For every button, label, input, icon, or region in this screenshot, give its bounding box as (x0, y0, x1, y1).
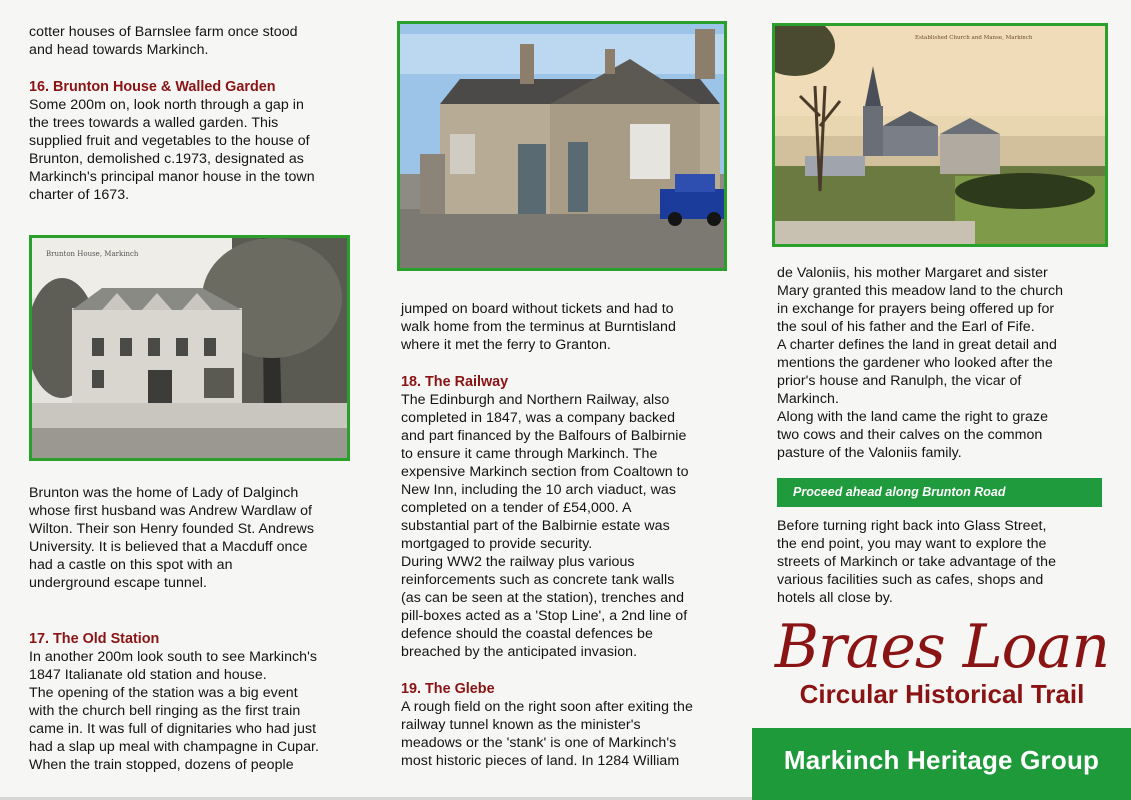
station-continued-text: jumped on board without tickets and had to walk home from the terminus at Burntisland where it met the ferry to Granton. (401, 301, 676, 353)
section-18-text: The Edinburgh and Northern Railway, also completed in 1847, was a company backed and part financed by the Balfours of Balbirnie to ensure it came through Markinch. The expensive Markinch section from Coaltown to New Inn, including the 10 arch viaduct, was completed on a tender of £54,000. A substantial part of the Balbirnie estate was mortgaged to provide security. During WW2 the railway plus various reinforcements such as concrete tank walls (as can be seen at the station), trenches and pill-boxes acted as a 'Stop Line', a 2nd line of defence should the coastal defences be breached by the anticipated invasion. (401, 392, 689, 660)
section-17-text: In another 200m look south to see Markinch's 1847 Italianate old station and house. The opening of the station was a big event with the church bell ringing as the first train came in. It was full of dignitaries who had just had a slap up meal with champagne in Cupar. When the train stopped, dozens of people (29, 649, 320, 773)
heritage-group-footer: Markinch Heritage Group (752, 728, 1131, 800)
column-right (777, 264, 1117, 462)
glebe-continued-text: de Valoniis, his mother Margaret and sister Mary granted this meadow land to the church in exchange for prayers being offered up for the soul of his father and the Earl of Fife. A charter defines the land in great detail and mentions the gardener who looked after the prior's house and Ranulph, the vicar of Markinch. Along with the land came the right to graze two cows and their calves on the common pasture of the Valoniis family. (777, 265, 1064, 461)
section-18-heading: 18. The Railway (401, 374, 509, 390)
section-19-heading: 19. The Glebe (401, 681, 495, 697)
section-16-heading: 16. Brunton House & Walled Garden (29, 79, 276, 95)
trail-subtitle: Circular Historical Trail (799, 679, 1085, 709)
brunton-text: Brunton was the home of Lady of Dalginch whose first husband was Andrew Wardlaw of Wilton. Their son Henry founded St. Andrews University. It is believed that a Macduff once had a castle on this spot with an underground escape tunnel. (29, 485, 314, 591)
section-17-heading: 17. The Old Station (29, 631, 160, 647)
church-photo-caption: Established Church and Manse, Markinch (915, 35, 1033, 41)
column-left (29, 23, 369, 204)
brunton-house-photo (29, 235, 350, 461)
trail-title: Braes Loan (774, 612, 1110, 682)
church-manse-photo (772, 23, 1108, 247)
section-19-text: A rough field on the right soon after exiting the railway tunnel known as the minister's meadows or the 'stank' is one of Markinch's most historic pieces of land. In 1284 William (401, 699, 693, 769)
end-point-text: Before turning right back into Glass Street, the end point, you may want to explore the streets of Markinch or take advantage of the various facilities such as cafes, shops and hotels all close by. (777, 518, 1057, 606)
route-direction-banner: Proceed ahead along Brunton Road (777, 478, 1102, 507)
old-station-photo (397, 21, 727, 271)
brunton-photo-caption: Brunton House, Markinch (46, 250, 139, 258)
column-right-lower (777, 517, 1117, 607)
column-middle (401, 300, 741, 770)
intro-text: cotter houses of Barnslee farm once stood and head towards Markinch. (29, 24, 298, 58)
column-left-lower (29, 484, 369, 774)
section-16-text: Some 200m on, look north through a gap in the trees towards a walled garden. This supplied fruit and vegetables to the house of Brunton, demolished c.1973, designated as Markinch's principal manor house in the town charter of 1673. (29, 97, 315, 203)
